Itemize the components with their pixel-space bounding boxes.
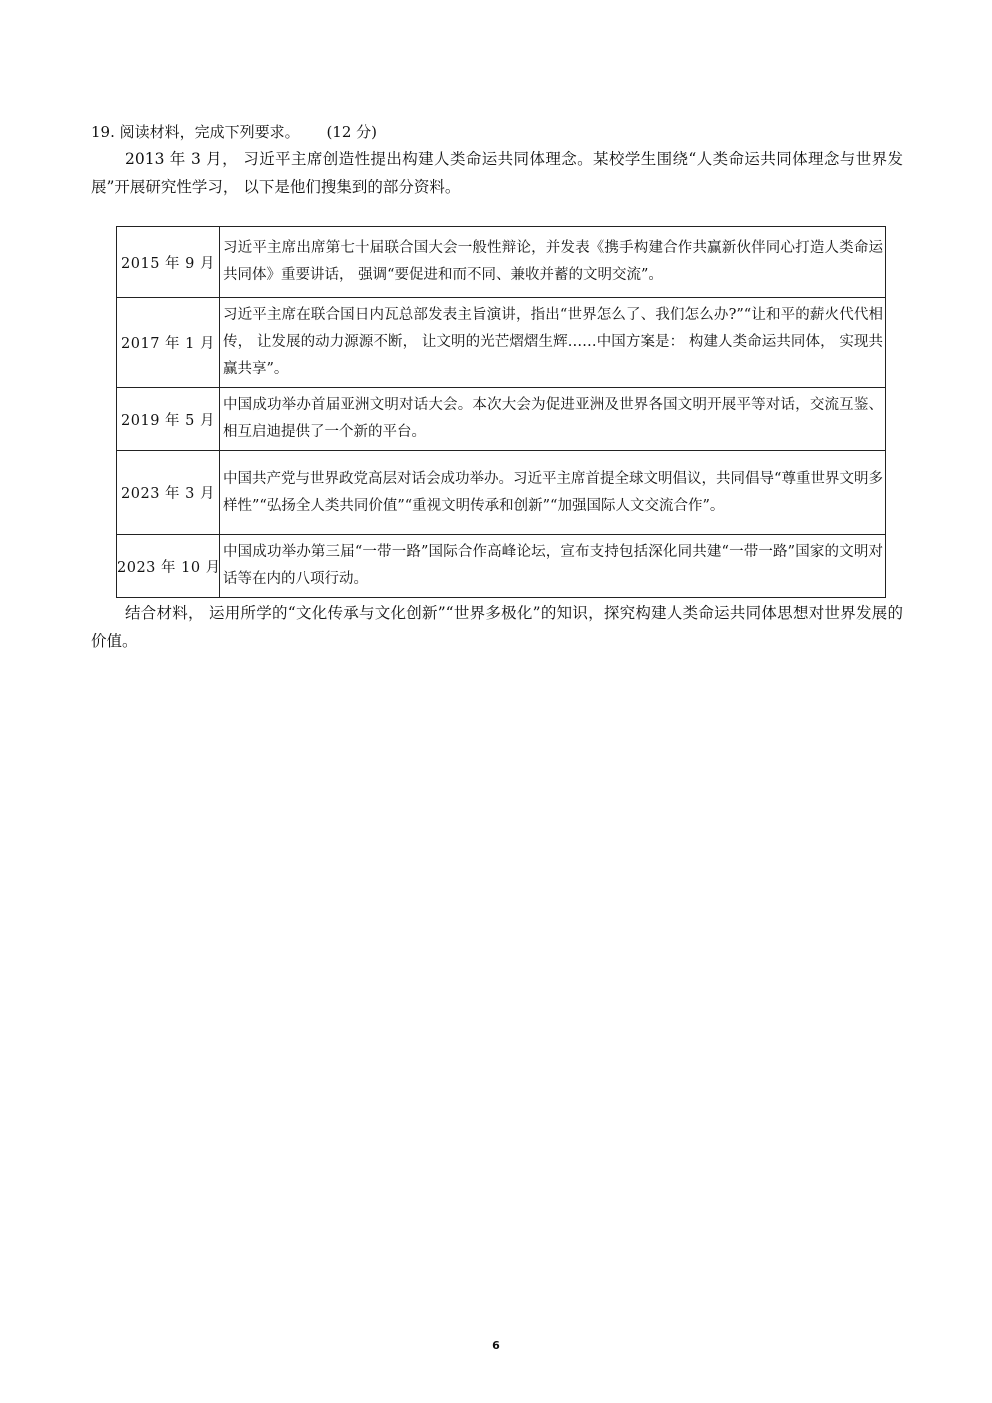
question-task: 结合材料， 运用所学的“文化传承与文化创新”“世界多极化”的知识，探究构建人类命运共同体思想对世界发展的价值。 — [91, 604, 903, 650]
material-text: 中国成功举办首届亚洲文明对话大会。本次大会为促进亚洲及世界各国文明开展平等对话，交流互鉴、相互启迪提供了一个新的平台。 — [220, 388, 886, 451]
question-number: 19. — [91, 123, 115, 141]
question-score: (12 分) — [326, 123, 377, 141]
question-instruction: 阅读材料，完成下列要求。 — [119, 123, 300, 141]
material-date: 2023 年 10 月 — [117, 535, 220, 598]
materials-table — [116, 226, 886, 598]
material-date: 2015 年 9 月 — [117, 227, 220, 298]
table-row — [117, 298, 886, 388]
material-text: 中国成功举办第三届“一带一路”国际合作高峰论坛，宣布支持包括深化同共建“一带一路”国家的文明对话等在内的八项行动。 — [220, 535, 886, 598]
material-text: 习近平主席在联合国日内瓦总部发表主旨演讲，指出“世界怎么了、我们怎么办?”“让和平的薪火代代相传， 让发展的动力源源不断， 让文明的光芒熠熠生辉……中国方案是： 构建人类命运共同体， 实现共赢共享”。 — [220, 298, 886, 388]
material-date: 2017 年 1 月 — [117, 298, 220, 388]
table-row — [117, 227, 886, 298]
page-number: 6 — [492, 1339, 500, 1352]
material-date: 2019 年 5 月 — [117, 388, 220, 451]
material-text: 习近平主席出席第七十届联合国大会一般性辩论，并发表《携手构建合作共赢新伙伴同心打造人类命运共同体》重要讲话， 强调“要促进和而不同、兼收并蓄的文明交流”。 — [220, 227, 886, 298]
material-text: 中国共产党与世界政党高层对话会成功举办。习近平主席首提全球文明倡议，共同倡导“尊重世界文明多样性”“弘扬全人类共同价值”“重视文明传承和创新”“加强国际人文交流合作”。 — [220, 451, 886, 535]
material-date: 2023 年 3 月 — [117, 451, 220, 535]
table-row — [117, 388, 886, 451]
table-row — [117, 451, 886, 535]
question-header — [91, 121, 377, 143]
table-row — [117, 535, 886, 598]
question-intro: 2013 年 3 月， 习近平主席创造性提出构建人类命运共同体理念。某校学生围绕“人类命运共同体理念与世界发展”开展研究性学习， 以下是他们搜集到的部分资料。 — [91, 150, 903, 196]
